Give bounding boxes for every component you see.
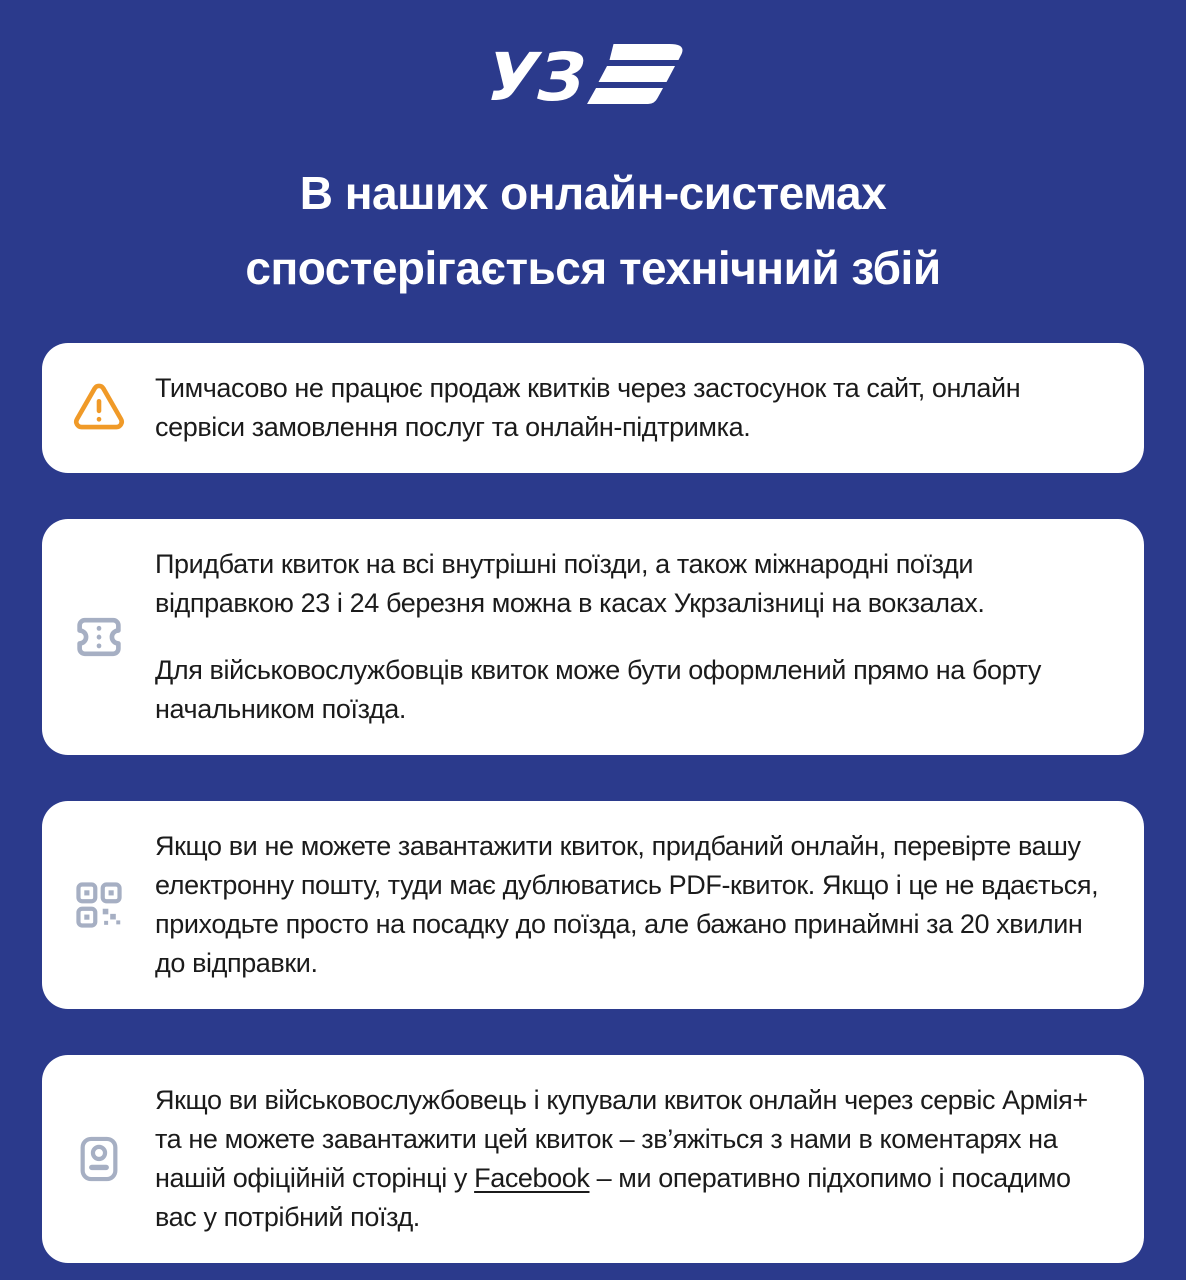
notice-card-ticket-offices [42,519,1144,755]
notice-card-pdf-ticket-text [155,827,1099,983]
qr-code-icon [42,877,155,933]
notice-card-ticket-offices-text [155,545,1099,729]
page-title-line-1: В наших онлайн-системах [299,167,887,219]
notice-paragraph: Якщо ви не можете завантажити квиток, придбаний онлайн, перевірте вашу електронну пошту, туди має дублюватись PDF-квиток. Якщо і це не вдається, приходьте просто на посадку до поїзда, але бажано принаймні за 20 хвилин до відправки. [155,831,1099,978]
notice-card-outage-text [155,369,1099,447]
notice-card-military [42,1055,1144,1263]
id-card-icon [42,1131,155,1187]
uz-logo-letters: УЗ [478,38,595,116]
text-before-link: Якщо ви військовослужбовець і купували квиток онлайн через сервіс Армія+ та не можете завантажити цей квиток – зв’яжіться з нами в коментарях на нашій офіційній сторінці у [155,1085,1088,1193]
notice-card-military-text [155,1081,1099,1237]
uz-logo [0,34,1186,118]
notice-paragraph: Тимчасово не працює продаж квитків через застосунок та сайт, онлайн сервіси замовлення послуг та онлайн-підтримка. [155,373,1021,442]
notice-card-pdf-ticket [42,801,1144,1009]
ticket-icon [42,606,155,668]
notice-card-outage [42,343,1144,473]
warning-icon [42,379,155,437]
uz-logo-graphic [478,34,708,118]
page-title [0,156,1186,306]
page-title-line-2: спостерігається технічний збій [245,242,941,294]
text-after-link: – ми оперативно підхопимо і посадимо вас у потрібний поїзд. [155,1163,1071,1232]
notice-paragraph: Придбати квиток на всі внутрішні поїзди, а також міжнародні поїзди відправкою 23 і 24 березня можна в касах Укрзалізниці на вокзалах. [155,549,985,618]
notice-paragraph [155,1081,1099,1237]
notice-paragraph: Для військовослужбовців квиток може бути оформлений прямо на борту начальником поїзда. [155,655,1042,724]
facebook-link[interactable]: Facebook [474,1163,590,1193]
